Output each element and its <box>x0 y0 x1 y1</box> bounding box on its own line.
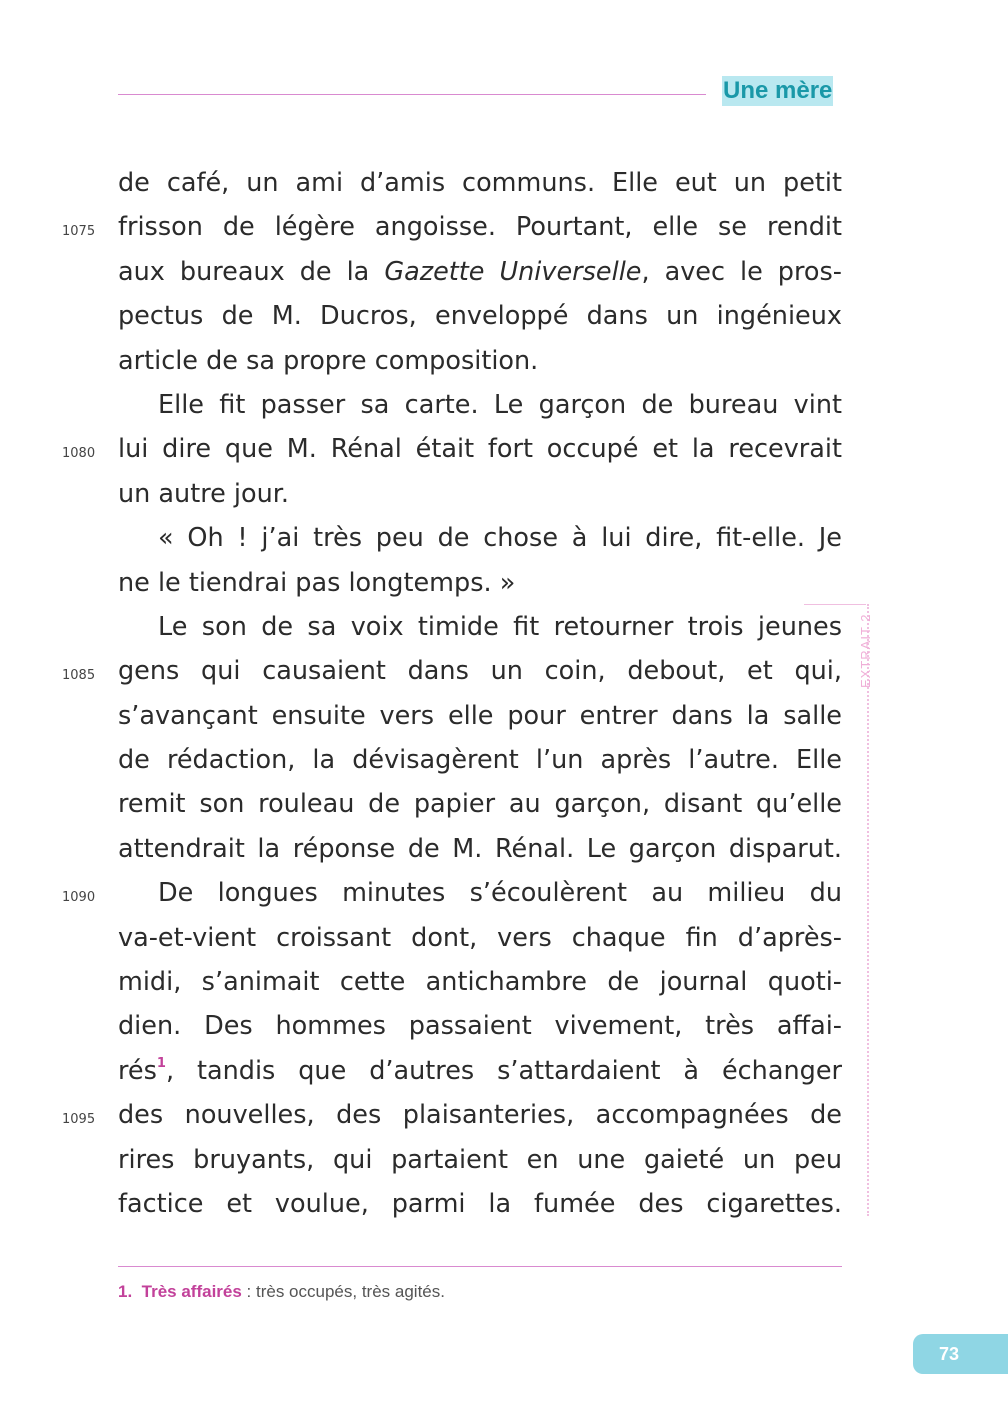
text-line: s’avançant ensuite vers elle pour entrer dans la salle <box>118 700 842 731</box>
text-line: de café, un ami d’amis communs. Elle eut un petit <box>118 168 842 198</box>
text-line: frisson de légère angoisse. Pourtant, elle se rendit <box>118 212 842 243</box>
footnote-term: Très affairés <box>141 1282 242 1301</box>
side-rule <box>804 604 866 605</box>
text-line: attendrait la réponse de M. Rénal. Le garçon disparut. <box>118 833 842 864</box>
text-line: des nouvelles, des plaisanteries, accompagnées de <box>118 1100 842 1131</box>
line-number: 1090 <box>62 890 96 905</box>
text-line: factice et voulue, parmi la fumée des cigarettes. <box>118 1188 842 1219</box>
text-line: lui dire que M. Rénal était fort occupé et la recevrait <box>118 434 842 465</box>
text-fragment: , tandis que d’autres s’attardaient à échanger <box>165 1055 842 1086</box>
text-line: Le son de sa voix timide fit retourner trois jeunes <box>158 611 842 642</box>
line-number: 1080 <box>62 446 96 461</box>
page-number-tab <box>913 1334 1008 1374</box>
text-line: dien. Des hommes passaient vivement, très affai- <box>118 1011 842 1042</box>
text-line: un autre jour. <box>118 478 290 509</box>
line-number: 1085 <box>62 668 96 683</box>
text-line: Elle fit passer sa carte. Le garçon de bureau vint <box>158 389 842 420</box>
newspaper-title: Gazette Universelle <box>384 256 642 287</box>
text-fragment: aux bureaux de la <box>118 256 385 287</box>
text-line: midi, s’animait cette antichambre de journal quoti- <box>118 967 842 998</box>
line-number: 1075 <box>62 224 96 239</box>
text-line: article de sa propre composition. <box>118 345 539 376</box>
footnote-marker[interactable]: 1 <box>156 1055 166 1071</box>
text-line: « Oh ! j’ai très peu de chose à lui dire, fit-elle. Je <box>158 523 842 554</box>
chapter-title: Une mère <box>723 77 833 104</box>
text-line: remit son rouleau de papier au garçon, disant qu’elle <box>118 789 842 820</box>
line-number: 1095 <box>62 1112 96 1127</box>
footnote-definition: : très occupés, très agités. <box>241 1282 445 1301</box>
text-line: pectus de M. Ducros, enveloppé dans un ingénieux <box>118 301 842 332</box>
text-fragment: rés <box>118 1055 157 1086</box>
footnote <box>118 1282 445 1302</box>
text-line <box>118 1049 842 1093</box>
text-line: ne le tiendrai pas longtemps. » <box>118 567 516 598</box>
text-line: rires bruyants, qui partaient en une gaieté un peu <box>118 1144 842 1175</box>
text-line: gens qui causaient dans un coin, debout, et qui, <box>118 656 842 687</box>
page-number: 73 <box>938 1344 960 1364</box>
extract-label-text: EXTRAIT 2 <box>858 613 873 688</box>
footnote-number: 1. <box>118 1282 133 1301</box>
text-line: va-et-vient croissant dont, vers chaque fin d’après- <box>118 922 842 953</box>
text-line: De longues minutes s’écoulèrent au milieu du <box>158 878 842 909</box>
text-fragment: , avec le pros- <box>641 256 842 287</box>
body-text <box>118 161 842 1226</box>
text-line: de rédaction, la dévisagèrent l’un après l’autre. Elle <box>118 745 842 776</box>
text-line <box>118 250 842 294</box>
side-dotted-rule <box>867 604 869 1216</box>
header-rule <box>118 94 706 95</box>
footnote-rule <box>118 1266 842 1267</box>
